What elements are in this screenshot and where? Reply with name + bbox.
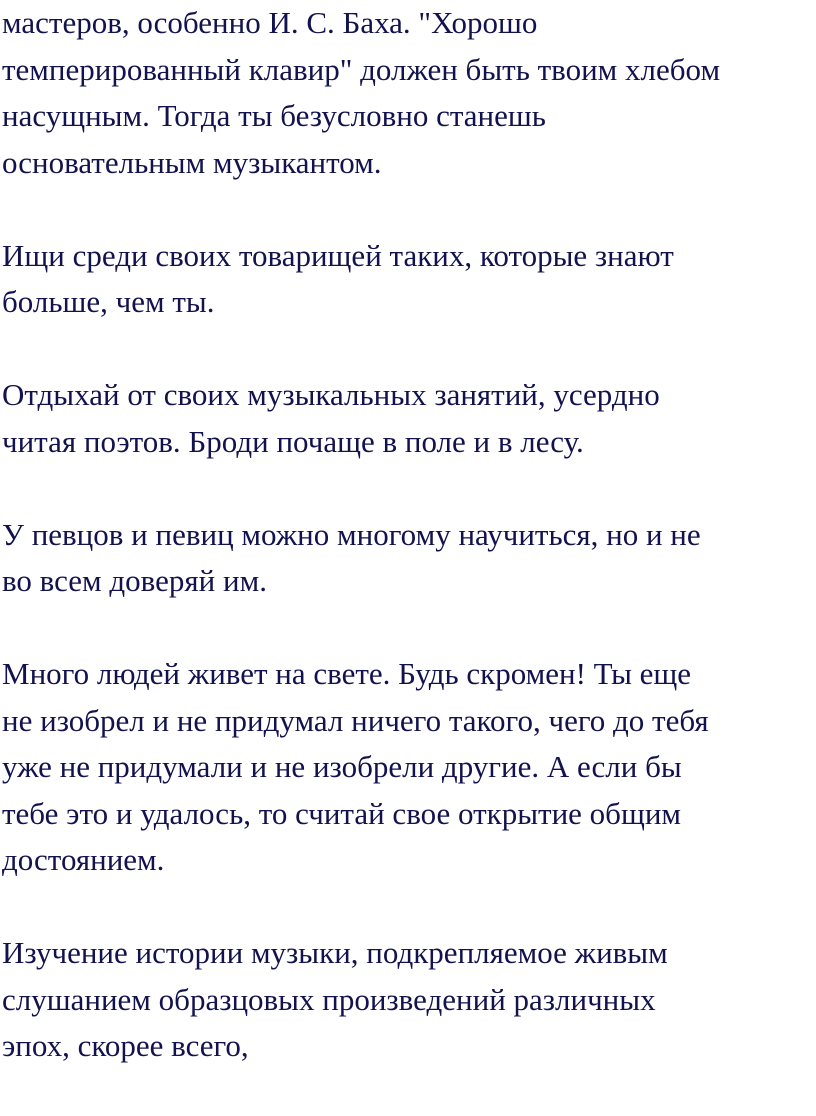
text-line: больше, чем ты. <box>2 284 215 319</box>
text-line: достоянием. <box>2 842 165 877</box>
text-line: основательным музыкантом. <box>2 144 382 180</box>
text-line: тебе это и удалось, то считай свое открытие общим <box>2 795 682 831</box>
text-line: Отдыхай от своих музыкальных занятий, усердно <box>2 377 660 412</box>
text-line: читая поэтов. Броди почаще в поле и в лесу. <box>2 423 584 459</box>
text-line: Много людей живет на свете. Будь скромен! Ты еще <box>2 656 692 691</box>
paragraph-history <box>2 930 812 1070</box>
paragraph-modesty <box>2 651 812 884</box>
text-line: слушанием образцовых произведений различных <box>2 981 656 1017</box>
paragraph-singers <box>2 512 812 605</box>
text-line: во всем доверяй им. <box>2 563 267 598</box>
paragraph-comrades <box>2 233 812 326</box>
paragraph-bach <box>2 0 812 186</box>
document-page <box>2 0 812 1116</box>
text-line: уже не придумали и не изобрели другие. А если бы <box>2 749 682 784</box>
text-line: Изучение истории музыки, подкрепляемое живым <box>2 935 668 970</box>
text-line: темперированный клавир" должен быть твоим хлебом <box>2 51 721 87</box>
text-line: У певцов и певиц можно многому научиться, но и не <box>2 516 701 552</box>
paragraph-rest <box>2 372 812 465</box>
text-line: насущным. Тогда ты безусловно станешь <box>2 98 546 133</box>
text-line: эпох, скорее всего, <box>2 1028 249 1063</box>
text-line: мастеров, особенно И. С. Баха. "Хорошо <box>2 5 538 40</box>
text-line: Ищи среди своих товарищей таких, которые знают <box>2 237 674 273</box>
text-line: не изобрел и не придумал ничего такого, чего до тебя <box>2 702 709 738</box>
